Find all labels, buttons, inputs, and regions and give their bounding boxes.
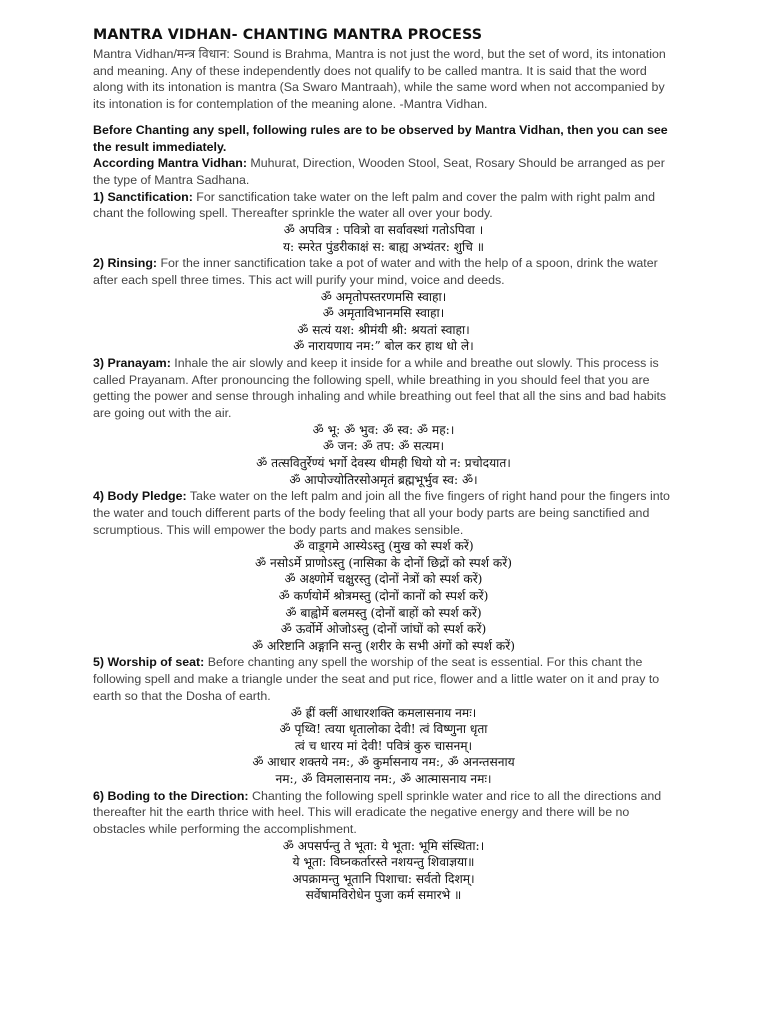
section-paragraph: [93, 488, 674, 538]
mantra-line: त्वं च धारय मां देवी! पवित्रं कुरु चासनम्।: [294, 738, 473, 753]
section-label: 2) Rinsing:: [93, 256, 158, 271]
according-paragraph: [93, 155, 674, 188]
section-paragraph: [93, 189, 674, 222]
mantra-line: अपक्रामन्तु भूतानि पिशाचा: सर्वतो दिशम्।: [292, 871, 475, 886]
mantra-line: ॐ नसोऽर्मे प्राणोऽस्तु (नासिका के दोनों छिद्रों को स्पर्श करें): [255, 555, 512, 570]
mantra-line: ये भूता: विघ्नकर्तारस्ते नशयन्तु शिवाज्ञया॥: [292, 855, 475, 870]
section-text: Take water on the left palm and join all the five fingers of right hand pour the fingers into the water and touch different parts of the body feeling that all your body parts are being sanctified and scrumptious. This will empower the body parts and makes sensible.: [93, 489, 670, 537]
mantra-block: [93, 422, 674, 488]
section-paragraph: [93, 355, 674, 422]
section-text: Inhale the air slowly and keep it inside for a while and breathe out slowly. This process is called Prayanam. After pronouncing the following spell, while breathing in you should feel that you are getting the power and sense through inhaling and while breathing out feel that all the sins and bad habits are going out with the air.: [93, 356, 667, 421]
section-label: 6) Boding to the Direction:: [93, 788, 249, 803]
mantra-line: ॐ आपोज्योतिरसोअमृतं ब्रह्मभूर्भुव स्व: ॐ।: [289, 472, 478, 487]
lead-paragraph: Before Chanting any spell, following rules are to be observed by Mantra Vidhan, then you can see the result immediately.: [93, 122, 668, 154]
mantra-line: ॐ अपसर्पन्तु ते भूता: ये भूता: भूमि संस्थिता:।: [282, 838, 485, 853]
section-label: 1) Sanctification:: [93, 189, 193, 204]
mantra-line: सर्वेषामविरोधेन पुजा कर्म समारभे ॥: [305, 888, 462, 903]
mantra-line: ॐ भू: ॐ भुव: ॐ स्व: ॐ मह:।: [312, 422, 455, 437]
mantra-line: ॐ अमृताविभानमसि स्वाहा।: [322, 306, 445, 321]
mantra-line: ॐ बाह्वोर्मे बलमस्तु (दोनों बाहों को स्पर्श करें): [285, 605, 482, 620]
mantra-line: ॐ नारायणाय नम:” बोल कर हाथ धो ले।: [293, 339, 474, 354]
section-label: 5) Worship of seat:: [93, 655, 205, 670]
section-paragraph: [93, 255, 674, 288]
intro-paragraph: Mantra Vidhan/मन्त्र विधान: Sound is Brahma, Mantra is not just the word, but the set of word, its intonation and meaning. Any of these independently does not qualify to be called mantra. It is said that the word along with its intonation is mantra (Sa Swaro Mantraah), while the same word when not accompanied by its intonation is for contemplation of the meaning alone. -Mantra Vidhan.: [93, 47, 666, 112]
section-paragraph: [93, 788, 674, 838]
mantra-line: ॐ जन: ॐ तप: ॐ सत्यम।: [322, 439, 445, 454]
mantra-line: ॐ अरिष्टानि अङ्गानि सन्तु (शरीर के सभी अंगों को स्पर्श करें): [252, 638, 515, 653]
mantra-line: ॐ ह्रीं क्लीं आधारशक्ति कमलासनाय नमः।: [290, 705, 477, 720]
according-label: According Mantra Vidhan:: [93, 156, 247, 171]
page-title: MANTRA VIDHAN- CHANTING MANTRA PROCESS: [93, 27, 483, 43]
mantra-line: ॐ पृथ्वि! त्वया धृतालोका देवी! त्वं विष्णुना धृता: [279, 722, 488, 737]
section-paragraph: [93, 654, 674, 704]
section-label: 4) Body Pledge:: [93, 489, 187, 504]
section-text: For sanctification take water on the left palm and cover the palm with right palm and chant the following spell. Thereafter sprinkle the water all over your body.: [93, 189, 655, 221]
mantra-block: [93, 838, 674, 904]
section-text: Chanting the following spell sprinkle water and rice to all the directions and thereafter hit the earth thrice with heel. This will eradicate the negative energy and there will be no obstacles while performing the accomplishment.: [93, 788, 662, 836]
mantra-line: ॐ वाड़्‌गमे आस्येऽस्तु (मुख को स्पर्श करें): [293, 539, 474, 554]
mantra-line: ॐ अपवित्र : पवित्रो वा सर्वावस्थां गतोऽपिवा ।: [283, 223, 484, 238]
mantra-line: य: स्मरेत पुंडरीकाक्षं स: बाह्य अभ्यंतर: शुचि ॥: [282, 239, 485, 254]
mantra-line: ॐ अमृतोपस्तरणमसि स्वाहा।: [320, 289, 447, 304]
section-label: 3) Pranayam:: [93, 356, 171, 370]
mantra-line: ॐ तत्सवितुर्रेण्यं भर्गो देवस्य धीमही धियो यो न: प्रचोदयात।: [256, 456, 511, 470]
mantra-line: नम:, ॐ विमलासनाय नम:, ॐ आत्मासनाय नमः।: [275, 771, 492, 786]
mantra-block: [93, 705, 674, 788]
mantra-block: [93, 289, 674, 355]
section-text: Before chanting any spell the worship of the seat is essential. For this chant the following spell and make a triangle under the seat and put rice, flower and a little water on it and pray to earth so that the Dosha of earth.: [93, 655, 660, 703]
mantra-block: [93, 222, 674, 255]
mantra-line: ॐ आधार शक्तये नम:, ॐ कुर्मासनाय नम:, ॐ अनन्तसनाय: [252, 755, 515, 770]
mantra-line: ॐ अक्ष्णोर्मे चक्षुरस्तु (दोनों नेत्रों को स्पर्श करें): [284, 572, 483, 587]
according-text: Muhurat, Direction, Wooden Stool, Seat, Rosary Should be arranged as per the type of Mantra Sadhana.: [93, 156, 665, 187]
mantra-line: ॐ सत्यं यश: श्रीमंयी श्री: श्रयतां स्वाहा।: [297, 322, 470, 337]
mantra-block: [93, 538, 674, 654]
section-text: For the inner sanctification take a pot of water and with the help of a spoon, drink the water after each spell three times. This act will purify your mind, voice and deeds.: [93, 256, 658, 287]
mantra-line: ॐ कर्णयोर्मे श्रोत्रमस्तु (दोनों कानों को स्पर्श करें): [278, 589, 489, 604]
mantra-line: ॐ ऊर्वोर्मे ओजोऽस्तु (दोनों जांघों को स्पर्श करें): [280, 622, 487, 637]
